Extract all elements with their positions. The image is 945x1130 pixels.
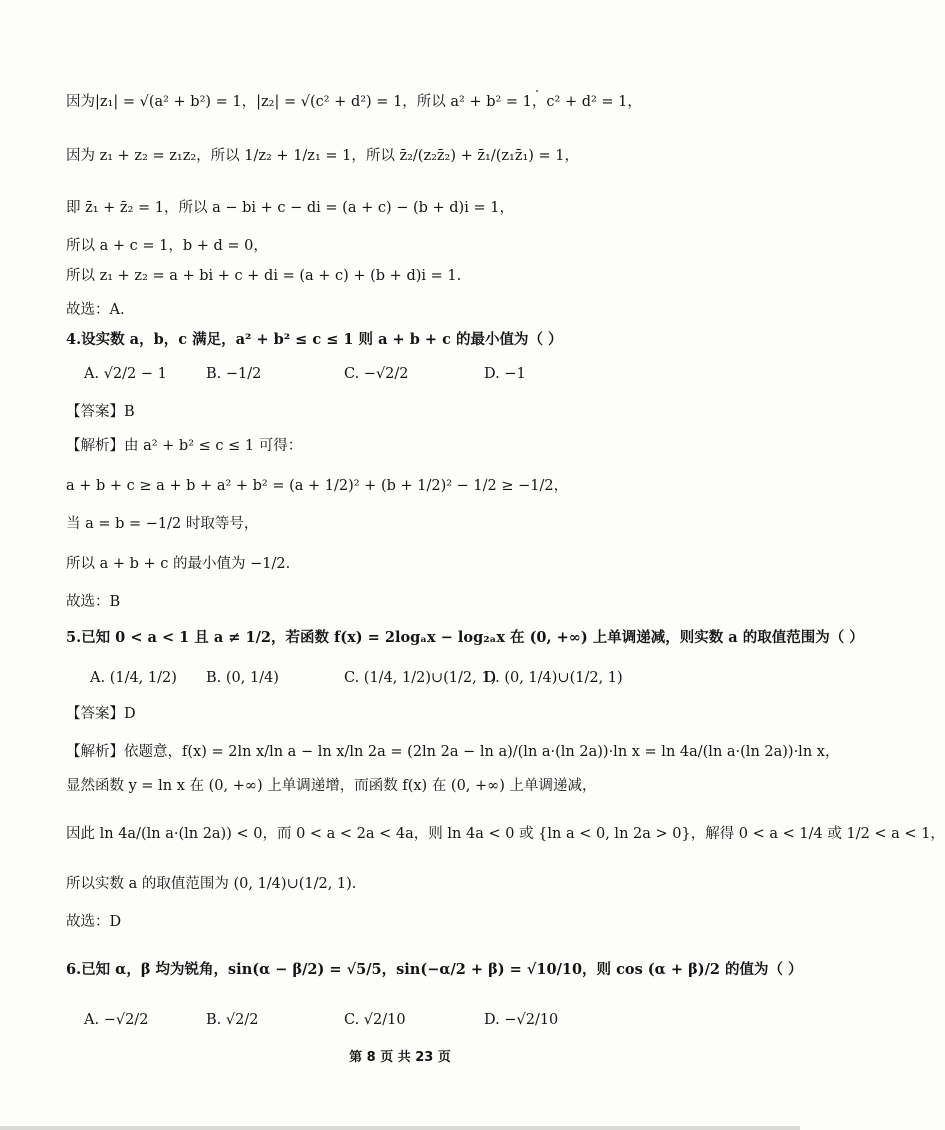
q5-option-a: A. (1/4, 1/2): [90, 670, 177, 686]
q6-stem: 6.已知 α，β 均为锐角，sin(α − β/2) = √5/5，sin(−α/2 + β) = √10/10，则 cos (α + β)/2 的值为（ ）: [66, 961, 803, 978]
scan-edge-shadow: [0, 1126, 800, 1130]
q4-stem: 4.设实数 a，b，c 满足，a² + b² ≤ c ≤ 1 则 a + b + c 的最小值为（ ）: [66, 331, 563, 348]
line-ac-bd: 所以 a + c = 1，b + d = 0，: [66, 238, 268, 254]
q5-option-c: C. (1/4, 1/2)∪(1/2, 1): [344, 670, 497, 686]
q4-analysis-intro: 【解析】由 a² + b² ≤ c ≤ 1 可得：: [66, 438, 303, 454]
q4-analysis-min: 所以 a + b + c 的最小值为 −1/2.: [66, 556, 291, 572]
line-conjugate: 即 z̄₁ + z̄₂ = 1，所以 a − bi + c − di = (a + c) − (b + d)i = 1，: [66, 200, 514, 216]
q5-analysis-monotone: 显然函数 y = ln x 在 (0, +∞) 上单调递增，而函数 f(x) 在 (0, +∞) 上单调递减，: [66, 778, 597, 794]
q4-answer: 【答案】B: [66, 404, 135, 420]
q5-option-b: B. (0, 1/4): [206, 670, 279, 686]
q5-analysis-range: 所以实数 a 的取值范围为 (0, 1/4)∪(1/2, 1).: [66, 876, 357, 892]
line-sum-product: 因为 z₁ + z₂ = z₁z₂，所以 1/z₂ + 1/z₁ = 1，所以 z̄₂/(z₂z̄₂) + z̄₁/(z₁z̄₁) = 1，: [66, 148, 580, 164]
line-moduli: 因为|z₁| = √(a² + b²) = 1，|z₂| = √(c² + d²) = 1，所以 a² + b² = 1，c² + d² = 1，: [66, 94, 642, 110]
q4-analysis-equality: 当 a = b = −1/2 时取等号，: [66, 516, 259, 532]
q5-analysis-fx: 【解析】依题意，f(x) = 2ln x/ln a − ln x/ln 2a = (2ln 2a − ln a)/(ln a·(ln 2a))·ln x = ln 4a/(ln a·(ln 2a))·ln x，: [66, 744, 840, 760]
q6-option-c: C. √2/10: [344, 1012, 406, 1028]
q5-answer: 【答案】D: [66, 706, 136, 722]
page-footer: 第 8 页 共 23 页: [349, 1050, 451, 1065]
q4-choice: 故选：B: [66, 594, 121, 610]
q5-choice: 故选：D: [66, 914, 122, 930]
q5-option-d: D. (0, 1/4)∪(1/2, 1): [484, 670, 623, 686]
q4-option-b: B. −1/2: [206, 366, 262, 382]
q5-analysis-solve: 因此 ln 4a/(ln a·(ln 2a)) < 0，而 0 < a < 2a < 4a，则 ln 4a < 0 或 {ln a < 0, ln 2a > 0}，解得 0 < a < 1/4 或 1/2 < a < 1，: [66, 826, 945, 842]
q6-option-b: B. √2/2: [206, 1012, 259, 1028]
line-sum-result: 所以 z₁ + z₂ = a + bi + c + di = (a + c) + (b + d)i = 1.: [66, 268, 462, 284]
q4-option-d: D. −1: [484, 366, 526, 382]
q5-stem: 5.已知 0 < a < 1 且 a ≠ 1/2，若函数 f(x) = 2logₐx − log₂ₐx 在 (0, +∞) 上单调递减，则实数 a 的取值范围为（ ）: [66, 629, 864, 646]
q4-option-c: C. −√2/2: [344, 366, 409, 382]
q4-option-a: A. √2/2 − 1: [84, 366, 167, 382]
q6-option-d: D. −√2/10: [484, 1012, 559, 1028]
q4-analysis-inequality: a + b + c ≥ a + b + a² + b² = (a + 1/2)² + (b + 1/2)² − 1/2 ≥ −1/2，: [66, 478, 569, 494]
q3-choice: 故选：A.: [66, 302, 125, 318]
q6-option-a: A. −√2/2: [84, 1012, 149, 1028]
